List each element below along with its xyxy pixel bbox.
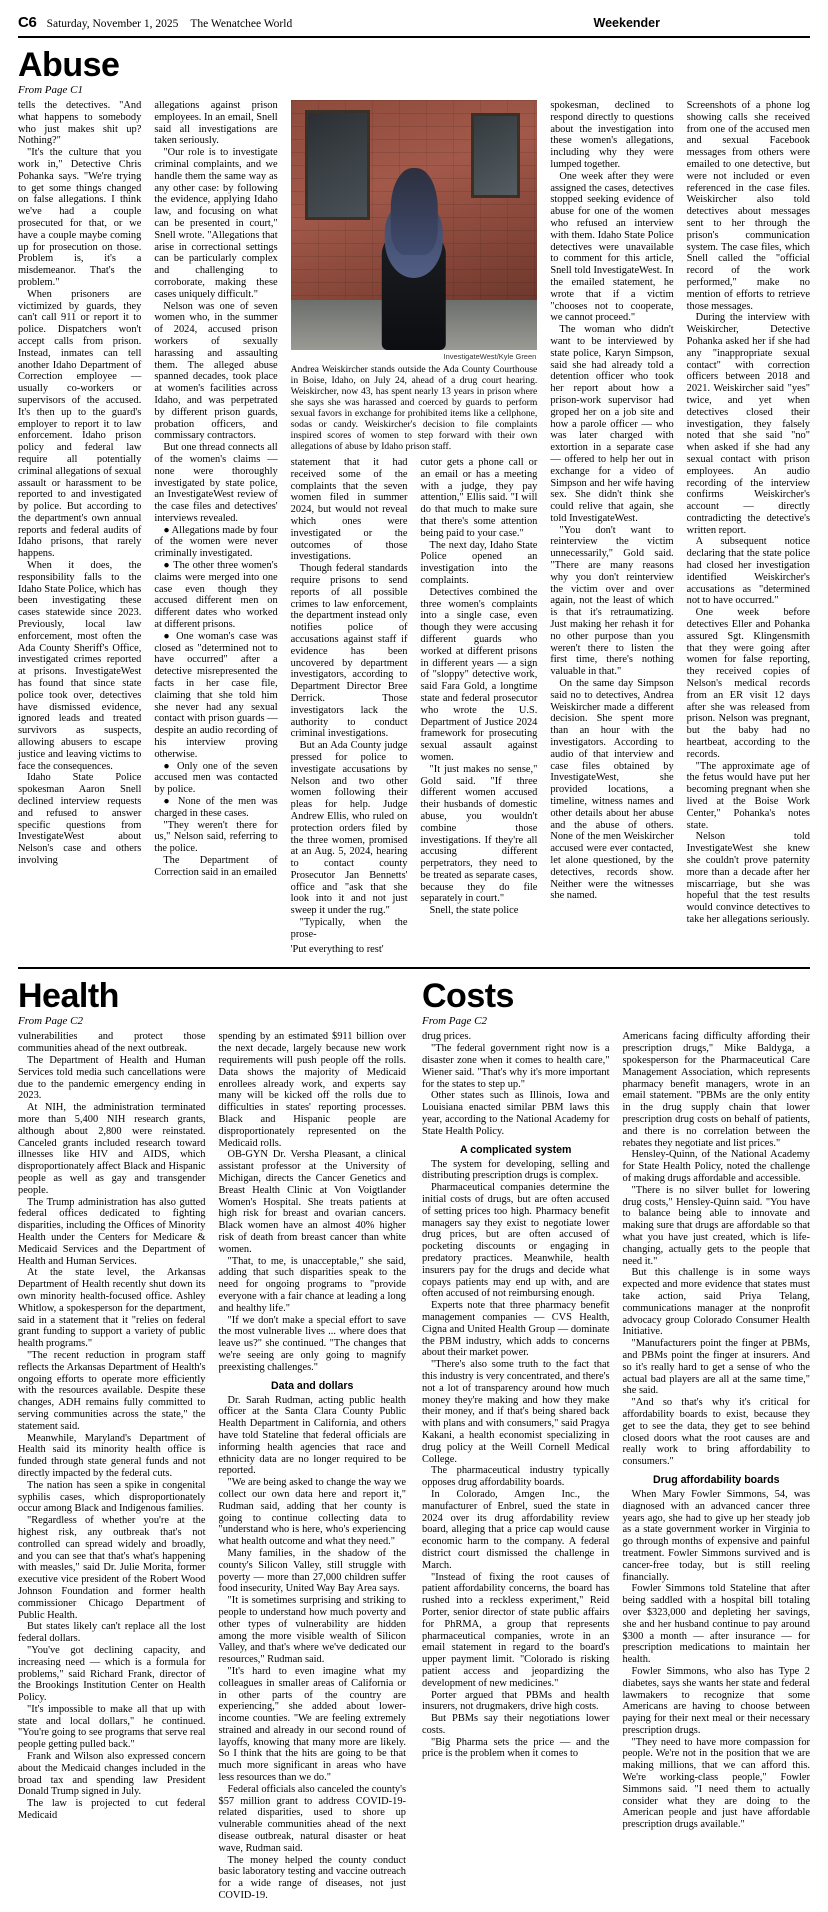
paragraph: ● Allegations made by four of the women were never criminally investigated. bbox=[154, 524, 278, 560]
paragraph: When prisoners are victimized by guards, they can't call 911 or report it to police. Dispatchers won't accept calls from prison. Instead, inmates can tell another Idaho Department of Correction employee — usually co-workers or supervisors of the accused. It's then up to the guard's employer to report it to law enforcement. Idaho prison policy and federal law require all potentially criminal allegations of sexual assault or harassment to be reported to and investigated by police. But according to the department's own annual reports and federal audits of Idaho prisons, that rarely happens. bbox=[18, 288, 142, 560]
abuse-jumpline: From Page C1 bbox=[18, 84, 83, 96]
paragraph: When it does, the responsibility falls to the Idaho State Police, which has been investigating these cases statewide since 2023. Previously, local law enforcement, most often the Ada County Sheriff's Office, investigated crimes reported at prisons. InvestigateWest has found that since state police took over, detectives have dismissed evidence, ignored leads and treated survivors as suspects, allowing abusers to escape justice and leaving victims to face the consequences. bbox=[18, 560, 142, 772]
photo-window-left bbox=[305, 110, 369, 220]
paragraph: At NIH, the administration terminated more than 5,400 NIH research grants, although about 2,800 were reinstated. Canceled grants included research toward illnesses like HIV and AIDS, which disproportionately affect Black and Hispanic people as well as gay and transgender people. bbox=[18, 1102, 206, 1196]
subhead-complicated-system: A complicated system bbox=[460, 1143, 572, 1156]
paragraph: ● The other three women's claims were merged into one case even though they accused different men on different dates who worked at different prisons. bbox=[154, 560, 278, 631]
photo-window-right bbox=[471, 113, 520, 198]
paragraph: The pharmaceutical industry typically opposes drug affordability boards. bbox=[422, 1465, 610, 1489]
story-health bbox=[18, 979, 406, 1901]
paragraph: At the state level, the Arkansas Department of Health recently shut down its own minority health-focused office. Ashley Whitlow, a spokesperson for the department, said in a statement that it "relies on federal grant funding to support a variety of public health programs." bbox=[18, 1267, 206, 1350]
paragraph: Detectives combined the three women's complaints into a single case, even though they were accusing different guards who worked at different prisons in different years — a sign of "sloppy" detective work, said Fara Gold, a longtime state and federal prosecutor who wrote the U.S. Department of Justice 2024 framework for prosecuting sexual assault against women. bbox=[420, 586, 538, 763]
paragraph: allegations against prison employees. In an email, Snell said all investigations are taken seriously. bbox=[154, 100, 278, 147]
paragraph: Snell, the state police bbox=[429, 905, 519, 917]
paragraph: vulnerabilities and protect those communities ahead of the next outbreak. bbox=[18, 1031, 206, 1055]
paragraph: Experts note that three pharmacy benefit management companies — CVS Health, Cigna and United Health Group — dominate the PBM industry, which adds to concerns about their market power. bbox=[422, 1300, 610, 1359]
paragraph: "The federal government right now is a disaster zone when it comes to health care," Wiener said. "That's why it's more important for the states to step up." bbox=[422, 1043, 610, 1090]
paragraph: Meanwhile, Maryland's Department of Health said its minority health office is funded through state general funds and not directly impacted by the federal cuts. bbox=[18, 1432, 206, 1479]
paragraph: Nelson told InvestigateWest she knew she couldn't prove paternity more than a decade after her miscarriage, but she was hopeful that the test results would convince detectives to take her allegations seriously. bbox=[686, 831, 810, 925]
paragraph: "It's the culture that you work in," Detective Chris Pohanka says. "We're trying to get some things changed on false allegations. I think we've had a couple prosecuted for that, or we have a couple maybe coming up for prosecution on those. Problem is, it's a misdemeanor. That's the problem." bbox=[18, 147, 142, 288]
paragraph: But an Ada County judge pressed for police to investigate accusations by Nelson and two other women following their pleas for help. Judge Andrew Ellis, who ruled on protection orders filed by the three women, promised at an Aug. 5, 2024, hearing to contact county Prosecutor Jan Bennetts' office and "ask that she look into it and not just sweep it under the rug." bbox=[290, 740, 408, 917]
paragraph: "You don't want to reinterview the victim unnecessarily," Gold said. "There are many reasons why you don't reinterview the victim over and over again, not the least of which is that it's retraumatizing. Just making her rehash it for no other purpose than you weren't there to listen the first time, there's nothing valuable in that." bbox=[550, 524, 674, 678]
paragraph: spending by an estimated $911 billion over the next decade, largely because new work requirements will push people off the rolls. Data shows the majority of Medicaid enrollees already work, and experts say many will be kicked off the rolls due to difficulties in states' reporting processes. Black and Hispanic people are disproportionately represented on the Medicaid rolls. bbox=[218, 1031, 406, 1149]
health-column-1 bbox=[18, 1031, 206, 1901]
paragraph: The law is projected to cut federal Medicaid bbox=[18, 1798, 206, 1822]
photo-caption: Andrea Weiskircher stands outside the Ada County Courthouse in Boise, Idaho, on July 24, ahead of a drug court hearing. Weiskircher, now 43, has spent nearly 13 years in prison where she says she was harassed and coerced by guards to perform sexual favors in exchange for prohibited items like a cellphone, sodas or candy. Weiskircher's decision to file complaints inspired scores of women to step forward with their own allegations of abuse by Idaho prison staff. bbox=[290, 364, 538, 452]
paragraph: drug prices. bbox=[422, 1031, 472, 1043]
photo-credit: InvestigateWest/Kyle Green bbox=[443, 352, 537, 361]
paragraph: spokesman, declined to respond directly to questions about the investigation into these women's allegations, including why they were lumped together. bbox=[550, 100, 674, 170]
paragraph: "Big Pharma sets the price — and the price is the problem when it comes to bbox=[422, 1736, 610, 1760]
issue-date: Saturday, November 1, 2025 bbox=[46, 18, 179, 30]
costs-jumpline: From Page C2 bbox=[422, 1015, 487, 1028]
paragraph: Porter argued that PBMs and health insurers, not drugmakers, drive high costs. bbox=[422, 1689, 610, 1713]
paragraph: Fowler Simmons, who also has Type 2 diabetes, says she wants her state and federal lawmakers to recognize that some Americans are having to choose between paying for their next meal or their necessary prescription drugs. bbox=[622, 1665, 810, 1736]
paragraph: "It's hard to even imagine what my colleagues in smaller areas of California or in other parts of the country are experiencing," she added about lower-income counties. "We are feeling extremely strained and already in our second round of layoffs, knowing that many more are likely. So I think that the hits are going to be that much more significant in areas who have less resources than we do." bbox=[218, 1665, 406, 1784]
paragraph: "Instead of fixing the root causes of patient affordability concerns, the board has rushed into a reckless experiment," Reid Porter, senior director of state public affairs for PhRMA, a group that represents pharmaceutical companies, wrote in an email statement in regard to the board's upper payment limit. "Colorado is risking patient access and jeopardizing the development of new medicines." bbox=[422, 1571, 610, 1689]
paragraph: On the same day Simpson said no to detectives, Andrea Weiskircher made a different decision. She spent more than an hour with the investigators. According to audio of that interview and case files obtained by InvestigateWest, she provided locations, a timeline, witness names and other details about her abuse and the abuse of others. None of the men Weiskircher accused were ever contacted, let alone questioned, by the detectives, records show. Neither were the witnesses she named. bbox=[550, 678, 674, 902]
story-costs bbox=[422, 979, 810, 1901]
paragraph: "The approximate age of the fetus would have put her becoming pregnant when she lived at the Boise Work Center," Pohanka's notes state. bbox=[686, 760, 810, 831]
paragraph: "The recent reduction in program staff reflects the Arkansas Department of Health's ongoing efforts to operate more efficiently with the resources available. Despite these changes, ADH remains fully committed to serving communities across the state," the statement said. bbox=[18, 1349, 206, 1432]
costs-column-2 bbox=[623, 1031, 811, 1831]
paragraph: "They need to have more compassion for people. We're not in the position that we are making millions, that we can afford this. We're working-class people," Fowler Simmons said. "I need them to actually consider what they are doing to the American people and just have affordable prescription drugs available." bbox=[622, 1736, 810, 1831]
masthead bbox=[18, 14, 810, 38]
paragraph: Fowler Simmons told Stateline that after being saddled with a hospital bill totaling over $323,000 and depleting her savings, she and her husband continue to pay around $300 a month — after insurance — for prescription medications to maintain her health. bbox=[622, 1583, 810, 1666]
paragraph: In Colorado, Amgen Inc., the manufacturer of Enbrel, sued the state in 2024 over its drug affordability review board, alleging that a price cap would cause economic harm to the company. A federal district court dismissed the challenge in March. bbox=[422, 1488, 610, 1571]
paragraph: OB-GYN Dr. Versha Pleasant, a clinical assistant professor at the University of Michigan, directs the Cancer Genetics and Breast Health Clinic at Von Voigtlander Women's Hospital. She treats patients at high risk for breast and ovarian cancers. Black women have an almost 40% higher risk of death from breast cancer than white women. bbox=[218, 1149, 406, 1255]
lower-section bbox=[18, 969, 810, 1901]
photo-subject bbox=[376, 160, 452, 350]
paragraph: Americans facing difficulty affording their prescription drugs," Mike Baldyga, a spokesperson for the Pharmaceutical Care Management Association, which represents pharmacy benefit managers, wrote in an email statement. "PBMs are the only entity in the drug supply chain that lower prescription drug costs on behalf of patients, and there is no correlation between the rebates they negotiate and list prices." bbox=[622, 1031, 810, 1149]
subhead-drug-affordability-boards: Drug affordability boards bbox=[652, 1473, 780, 1486]
paragraph: "That, to me, is unacceptable," she said, adding that such disparities speak to the need for ongoing programs to "provide everyone with a fair chance at leading a long and healthy life." bbox=[218, 1255, 406, 1314]
paragraph: Federal officials also canceled the county's $57 million grant to address COVID-19-related disparities, used to shore up vulnerable communities ahead of the next disease outbreak, natural disaster or heat wave, Rudman said. bbox=[218, 1783, 406, 1854]
paragraph: statement that it had received some of the complaints that the seven women filed in summer 2024, but would not reveal which ones were investigated or the outcomes of those investigations. bbox=[290, 457, 408, 563]
health-jumpline: From Page C2 bbox=[18, 1015, 83, 1028]
paragraph: "There's also some truth to the fact that this industry is very concentrated, and there's not a lot of transparency around how much money they're making and how they make their money, and if that's being shared back with plans and with consumers," said Pragya Kakani, a health economist specializing in drug policy at the Weill Cornell Medical College. bbox=[422, 1359, 610, 1465]
abuse-column-3 bbox=[291, 457, 408, 941]
abuse-headline: Abuse bbox=[18, 46, 120, 84]
page-number: C6 bbox=[18, 14, 37, 31]
abuse-column-6 bbox=[687, 100, 810, 955]
paragraph: Dr. Sarah Rudman, acting public health officer at the Santa Clara County Public Health Department in California, and others have told Stateline that federal officials are informing health agencies that race and ethnicity data are no longer required to be reported. bbox=[218, 1394, 406, 1477]
paragraph: Frank and Wilson also expressed concern about the Medicaid changes included in the broad tax and spending law President Donald Trump signed in July. bbox=[18, 1751, 206, 1798]
paragraph: "Our role is to investigate criminal complaints, and we handle them the same way as any other case: by following the evidence, applying Idaho law, and focusing on what can be presented in court," Snell wrote. "Allegations that arise in correctional settings can be particularly complex and challenging to corroborate, making these cases uniquely difficult." bbox=[154, 147, 278, 300]
paragraph: But one thread connects all of the women's claims — none were thoroughly investigated by state police, an InvestigateWest review of the case files and detectives' interviews revealed. bbox=[154, 442, 278, 524]
paragraph: The Department of Correction said in an emailed bbox=[154, 855, 278, 878]
paragraph: "They weren't there for us," Nelson said, referring to the police. bbox=[154, 819, 278, 855]
paragraph: "Regardless of whether you're at the highest risk, any outbreak that's not controlled can spread widely and broadly, and you can see that that's what's happening with measles," said Dr. Julie Morita, former executive vice president of the Robert Wood Johnson Foundation and former health commissioner Chicago Department of Public Health. bbox=[18, 1515, 206, 1621]
paragraph: Nelson was one of seven women who, in the summer of 2024, accused prison workers of sexually harassing and assaulting them. The alleged abuse spanned decades, took place at women's facilities across Idaho, and was perpetrated by different prison guards, probation officers, and commissary contractors. bbox=[154, 300, 278, 442]
paragraph: "There is no silver bullet for lowering drug costs," Hensley-Quinn said. "You have to balance being able to innovate and making sure that drugs are affordable so that what you have just created, which is life-changing, actually gets to the people that need it." bbox=[622, 1184, 810, 1267]
abuse-column-5 bbox=[550, 100, 673, 955]
abuse-column-4 bbox=[421, 457, 538, 941]
paragraph: "We are being asked to change the way we collect our own data here and report it," Rudman said, adding that her county is going to continue collecting data to "understand who is here, who's experiencing what health outcome and what they need." bbox=[218, 1477, 406, 1548]
paragraph: ● Only one of the seven accused men was contacted by police. bbox=[154, 760, 278, 796]
abuse-photo-and-columns bbox=[291, 100, 538, 955]
publication-name: The Wenatchee World bbox=[190, 18, 293, 30]
paragraph: "Manufacturers point the finger at PBMs, and PBMs point the finger at insurers. And so it's really hard to get a sense of who the actual bad players are all at the same time," she said. bbox=[622, 1338, 810, 1397]
subhead-put-everything: 'Put everything to rest' bbox=[290, 943, 384, 955]
paragraph: Other states such as Illinois, Iowa and Louisiana enacted similar PBM laws this year, according to the National Academy for State Health Policy. bbox=[422, 1090, 610, 1137]
costs-column-1 bbox=[422, 1031, 610, 1831]
abuse-column-2 bbox=[154, 100, 277, 955]
paragraph: But PBMs say their negotiations lower costs. bbox=[422, 1713, 610, 1736]
health-headline: Health bbox=[18, 977, 119, 1016]
paragraph: The Department of Health and Human Services told media such cancellations were due to the pandemic emergency ending in 2023. bbox=[18, 1055, 206, 1102]
paragraph: ● One woman's case was closed as "determined not to have occurred" after a detective misrepresented the facts in her case file, claiming that she told him she never had any sexual contact with prison guards — despite an audio recording of his interview proving otherwise. bbox=[154, 630, 278, 760]
paragraph: The next day, Idaho State Police opened an investigation into the complaints. bbox=[420, 539, 538, 586]
photo-subject-hair bbox=[390, 168, 437, 255]
story-abuse bbox=[18, 38, 810, 955]
paragraph: The Trump administration has also gutted federal offices dedicated to fighting disparities, including the Offices of Minority Health under the Centers for Medicare & Medicaid Services and the Department of Health and Human Services. bbox=[18, 1196, 206, 1267]
paragraph: But states likely can't replace all the lost federal dollars. bbox=[18, 1621, 206, 1645]
paragraph: "It is sometimes surprising and striking to people to understand how much poverty and other types of vulnerability are hidden among the more visible wealth of Silicon Valley, and that's where we've dedicated our resources," Rudman said. bbox=[218, 1595, 406, 1666]
paragraph: Screenshots of a phone log showing calls she received from one of the accused men and sexual Facebook messages from others were emailed to one detective, but were not included or even referenced in the case files. Weiskircher also told detectives about messages sent to her through the prison's communication system. The case files, which Snell called the "official record of the work performed," make no mention of efforts to retrieve those messages. bbox=[686, 100, 810, 312]
paragraph: The woman who didn't want to be interviewed by state police, Karyn Simpson, said she had already told a detention officer who took her report about how a prison-work supervisor had groped her on a job site and how a parole officer — who was later charged with extortion in a separate case — offered to help her out in exchange for a video of Simpson and her wife having sex. She didn't think she could relive that again, she told InvestigateWest. bbox=[550, 324, 674, 524]
paragraph: Many families, in the shadow of the county's Silicon Valley, still struggle with poverty — more than 27,000 children suffer food insecurity, United Way Bay Area says. bbox=[218, 1547, 406, 1595]
paragraph: One week before detectives Eller and Pohanka assured Sgt. Klingensmith that they were going after women for false reporting, they received copies of Nelson's medical records from an ER visit 12 days after she was released from prison. Nelson was pregnant, but the baby had no heartbeat, according to the records. bbox=[686, 607, 810, 760]
paragraph: The money helped the county conduct basic laboratory testing and vaccine outreach for a wide range of diseases, not just COVID-19. bbox=[218, 1854, 406, 1902]
paragraph: Hensley-Quinn, of the National Academy for State Health Policy, noted the challenge of making drugs affordable and accessible. bbox=[622, 1149, 810, 1185]
paragraph: "If we don't make a special effort to save the most vulnerable lives ... where does that leave us?" she continued. "The changes that we're seeing are only going to magnify preexisting challenges." bbox=[218, 1314, 406, 1373]
paragraph: One week after they were assigned the cases, detectives stopped seeking evidence of abuse for one of the women who refused an interview with them. Idaho State Police detectives were unavailable to comment for this article, Snell told InvestigateWest. In the emailed statement, he wrote that if a victim "chooses not to cooperate, we cannot proceed." bbox=[550, 170, 674, 324]
paragraph: When Mary Fowler Simmons, 54, was diagnosed with an advanced cancer three years ago, she had to give up her steady job as a state government worker in Virginia to go through months of expensive and painful treatment. Fowler Simmons survived and is cancer-free today, but is still reeling financially. bbox=[622, 1488, 810, 1583]
paragraph: "You've got declining capacity, and increasing need — which is a formula for problems," said Richard Frank, director of the Brookings Institution Center on Health Policy. bbox=[18, 1644, 206, 1704]
paragraph: tells the detectives. "And what happens to somebody who just makes shit up? Nothing?" bbox=[18, 100, 142, 147]
abuse-column-1 bbox=[18, 100, 141, 955]
paragraph: During the interview with Weiskircher, Detective Pohanka asked her if she had any "inappropriate sexual contact" with correction officers between 2018 and 2021. Weiskircher said "yes" twice, and yet when detectives closed their investigation, they falsely noted that she said "no" when asked if she had any sexual contact with prison employees. An audio recording of the interview confirms Weiskircher's account — directly contradicting the detective's written report. bbox=[686, 312, 810, 536]
paragraph: Pharmaceutical companies determine the initial costs of drugs, but are often accused of setting prices too high. Pharmacy benefit managers say they exist to negotiate lower drug prices, but are often accused of pocketing discounts or engaging in predatory practices. Meanwhile, health insurers pay for the drugs and decide what copays patients may end up with, and are often accused of not reimbursing enough. bbox=[422, 1182, 610, 1300]
paragraph: The nation has seen a spike in congenital syphilis cases, which disproportionately occur among Black and Indigenous families. bbox=[18, 1479, 206, 1515]
paragraph: But this challenge is in some ways expected and more evidence that states must take action, said Priya Telang, communications manager at the nonprofit advocacy group Colorado Consumer Health Initiative. bbox=[622, 1267, 810, 1338]
health-column-2 bbox=[219, 1031, 407, 1901]
paragraph: cutor gets a phone call or an email or has a meeting with a judge, they pay attention," Ellis said. "I will do that much to make sure that there's some attention being paid to your case." bbox=[420, 457, 538, 539]
paragraph: "And so that's why it's critical for affordability boards to exist, because they get to see the data, they get to see behind closed doors what the root causes are and really work to bring affordability to consumers." bbox=[622, 1397, 810, 1468]
section-name: Weekender bbox=[593, 16, 660, 30]
paragraph: The system for developing, selling and distributing prescription drugs is complex. bbox=[422, 1158, 610, 1182]
paragraph: Idaho State Police spokesman Aaron Snell declined interview requests and refused to answer specific questions from InvestigateWest about Nelson's case and others involving bbox=[18, 772, 142, 866]
paragraph: ● None of the men was charged in these cases. bbox=[154, 796, 278, 819]
paragraph: "It just makes no sense," Gold said. "If three different women accused their husbands of domestic abuse, you wouldn't combine those investigations. If they're all accusing different perpetrators, they need to be treated as separate cases, because they do file separately in court." bbox=[420, 763, 538, 905]
paragraph: "It's impossible to make all that up with state and local dollars," he continued. "You're going to see programs that serve real people getting pulled back." bbox=[18, 1703, 206, 1751]
costs-headline: Costs bbox=[422, 977, 514, 1016]
photo-weiskircher-courthouse bbox=[291, 100, 538, 350]
paragraph: Though federal standards require prisons to send reports of all possible crimes to law enforcement, the department instead only notifies police of accusations against staff if evidence has been uncovered by department investigators, according to Department Director Bree Derrick. Those investigators lack the authority to conduct criminal investigations. bbox=[290, 563, 408, 740]
photo-block bbox=[291, 100, 538, 452]
paragraph: "Typically, when the prose- bbox=[290, 917, 408, 940]
abuse-columns bbox=[18, 100, 810, 955]
paragraph: A subsequent notice declaring that the state police had closed her investigation identified Weiskircher's accusations as "determined not to have occurred." bbox=[686, 536, 810, 607]
subhead-data-and-dollars: Data and dollars bbox=[271, 1379, 354, 1392]
